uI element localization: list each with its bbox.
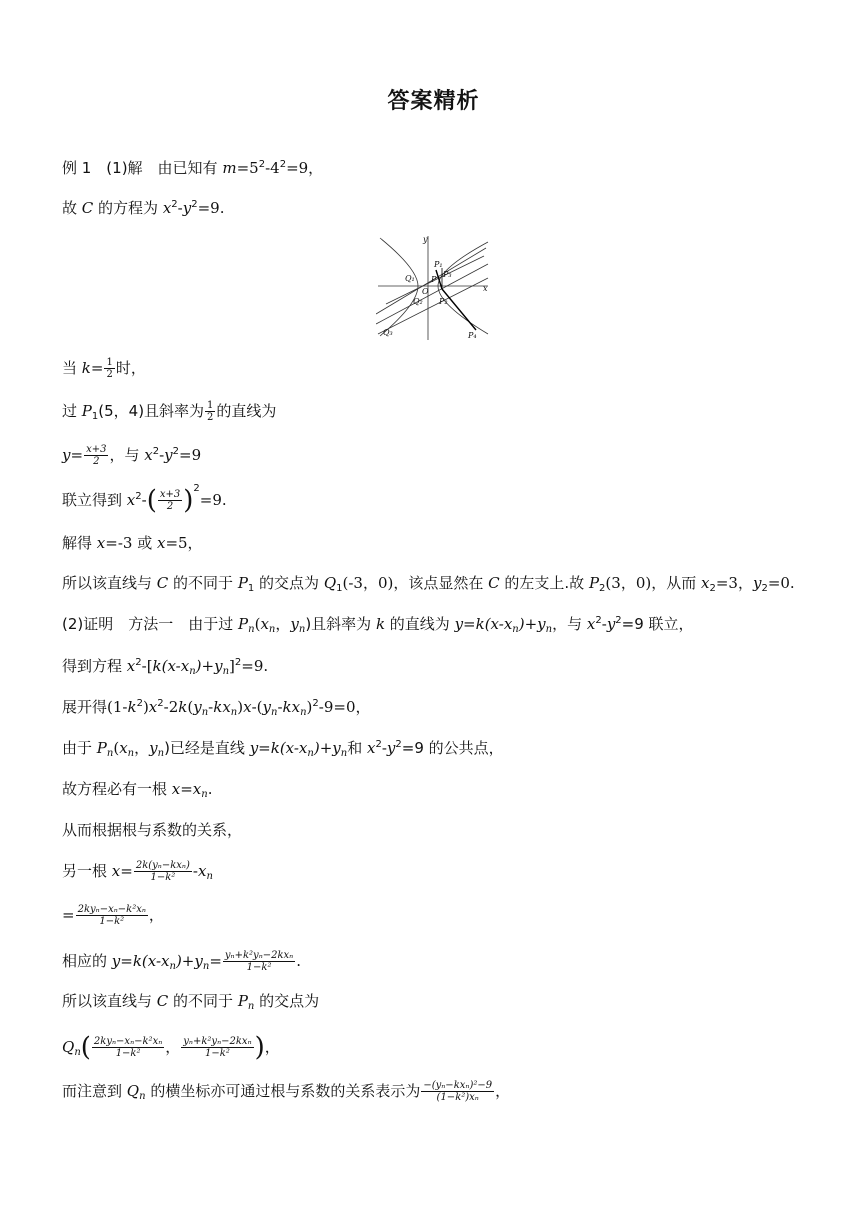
- fraction-x-plus-3-over-2: $\frac{x+3}{2}$: [159, 489, 181, 512]
- expanded-equation: 展开得$(1-k^2)x^2-2k(y_n-kx_n)x-(y_n-kx_n)^2-9=0$，: [62, 698, 371, 718]
- p1-label: P₁: [434, 260, 443, 269]
- when-k-half: 当 k= $\frac{1}{2}$ 时，: [62, 357, 146, 380]
- corresponding-y: 相应的 $y=k(x-x_n)+y_n=$ $\frac{\text{yₙ+k²yₙ−2kxₙ}}{\text{1−k²}}$ .: [62, 950, 302, 973]
- equation-of-c: 故 C 的方程为 $x^2-y^2=9$.: [62, 199, 225, 217]
- vieta-relation: 从而根据根与系数的关系，: [62, 821, 243, 839]
- fraction-qn-x: $\frac{\text{2kyₙ−xₙ−k²xₙ}}{\text{1−k²}}$: [93, 1036, 163, 1059]
- simultaneous-equation: 联立得到 $x^2-$( $\frac{x+3}{2}$ )$^2$=9.: [62, 483, 227, 516]
- common-point: 由于 $P_n(x_n$，$y_n$)已经是直线 $y=k(x-x_n)+y_n$和 $x^2-y^2=9$ 的公共点，: [62, 739, 504, 759]
- one-root: 故方程必有一根 $x=x_n$.: [62, 780, 213, 800]
- point-qn: $Q_n$( $\frac{\text{2kyₙ−xₙ−k²xₙ}}{\text{1−k²}}$ ， $\frac{\text{yₙ+k²yₙ−2kxₙ}}{\text{1−k²}}$ )，: [62, 1032, 280, 1063]
- q2-label: Q₂: [413, 297, 423, 306]
- hyperbola-figure: [376, 234, 490, 342]
- fraction-one-half: $\frac{1}{2}$: [106, 357, 113, 380]
- fraction-x-plus-3-over-2: $\frac{x+3}{2}$: [86, 444, 107, 467]
- q1-label: Q₁: [405, 274, 415, 283]
- fraction-qn-y: $\frac{\text{yₙ+k²yₙ−2kxₙ}}{\text{1−k²}}$: [183, 1036, 252, 1059]
- hyperbola-left-branch: [380, 238, 418, 336]
- qn-abscissa-note: 而注意到 $Q_n$ 的横坐标亦可通过根与系数的关系表示为 $\frac{\text{−(yₙ−kxₙ)²−9}}{\text{(1−k²)xₙ}}$ ，: [62, 1080, 511, 1103]
- p3-label: P₃: [443, 270, 452, 279]
- p2-label: P₂: [439, 297, 448, 306]
- intersection-q1: 所以该直线与 C 的不同于 $P_1$ 的交点为 $Q_1(-3$，0)，该点显然在 C 的左支上.故 $P_2(3$，0)，从而 $x_2=3$，$y_2=0$.: [62, 574, 795, 594]
- other-root: 另一根 x= $\frac{\text{2k(yₙ−kxₙ)}}{\text{1−k²}}$ $-x_n$: [62, 860, 213, 883]
- solutions: 解得 x=-3 或 x=5，: [62, 534, 203, 552]
- fraction-qn-abscissa: $\frac{\text{−(yₙ−kxₙ)²−9}}{\text{(1−k²)xₙ}}$: [423, 1080, 493, 1103]
- resulting-equation: 得到方程 $x^2-[k(x-x_n)+y_n]^2=9$.: [62, 657, 269, 677]
- intersection-qn-intro: 所以该直线与 C 的不同于 $P_n$ 的交点为: [62, 992, 320, 1012]
- y-label: y: [423, 235, 428, 244]
- hyperbola-right-branch: [438, 242, 488, 334]
- x-label: x: [483, 284, 488, 293]
- fraction-other-root-simplified: $\frac{\text{2kyₙ−xₙ−k²xₙ}}{\text{1−k²}}$: [77, 904, 146, 927]
- p-label: P: [431, 275, 437, 284]
- fraction-corresponding-y: $\frac{\text{yₙ+k²yₙ−2kxₙ}}{\text{1−k²}}$: [224, 950, 294, 973]
- page-title: 答案精析: [387, 89, 480, 114]
- q3-label: Q₃: [383, 328, 393, 337]
- p4-label: P₄: [468, 331, 477, 340]
- fraction-other-root: $\frac{\text{2k(yₙ−kxₙ)}}{\text{1−k²}}$: [135, 860, 190, 883]
- origin-label: O: [422, 287, 429, 296]
- proof-method-one: (2)证明 方法一 由于过 $P_n(x_n$，$y_n$)且斜率为 k 的直线为 $y=k(x-x_n)+y_n$，与 $x^2-y^2=9$ 联立，: [62, 615, 694, 635]
- fraction-one-half: $\frac{1}{2}$: [207, 400, 214, 423]
- example-1-given: 例 1 (1)解 由已知有 $m=5^2-4^2=9$，: [62, 159, 324, 177]
- other-root-simplified: = $\frac{\text{2kyₙ−xₙ−k²xₙ}}{\text{1−k²}}$ ，: [62, 904, 164, 927]
- line-equation: y= $\frac{x+3}{2}$ ，与 $x^2-y^2=9$: [62, 444, 202, 467]
- line-through-p1: 过 $P_1(5$，4)且斜率为 $\frac{1}{2}$ 的直线为: [62, 400, 277, 423]
